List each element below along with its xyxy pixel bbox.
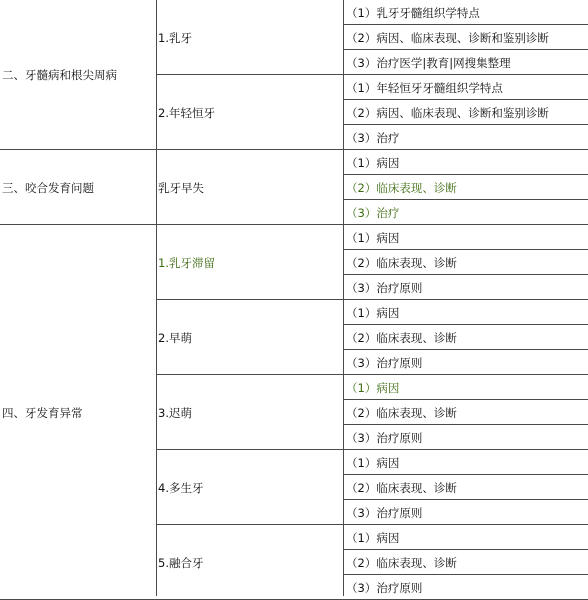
subtopic-cell: （3）治疗原则	[346, 505, 423, 520]
topic-cell: 2.年轻恒牙	[158, 105, 215, 120]
topic-cell: 1.乳牙滞留	[158, 255, 215, 270]
subtopic-cell: （1）病因	[346, 305, 400, 320]
topic-cell: 3.迟萌	[158, 405, 192, 420]
topic-cell: 4.多生牙	[158, 480, 204, 495]
subtopic-cell: （2）临床表现、诊断	[346, 405, 457, 420]
section-cell: 四、牙发育异常	[2, 405, 83, 420]
subtopic-cell: （2）临床表现、诊断	[346, 180, 457, 195]
subtopic-cell: （2）临床表现、诊断	[346, 555, 457, 570]
section-cell: 二、牙髓病和根尖周病	[2, 68, 117, 82]
subtopic-cell: （1）病因	[346, 155, 400, 170]
topic-cell: 1.乳牙	[158, 30, 192, 45]
subtopic-cell: （1）病因	[346, 530, 400, 545]
subtopic-cell: （3）治疗	[346, 130, 400, 145]
topic-cell: 乳牙早失	[158, 180, 204, 195]
subtopic-cell: （2）病因、临床表现、诊断和鉴别诊断	[346, 105, 549, 120]
subtopic-cell: （1）病因	[346, 380, 400, 395]
column-divider	[343, 0, 344, 596]
subtopic-cell: （3）治疗	[346, 205, 400, 220]
subtopic-cell: （1）病因	[346, 230, 400, 245]
subtopic-cell: （2）病因、临床表现、诊断和鉴别诊断	[346, 30, 549, 45]
section-cell: 三、咬合发育问题	[2, 180, 94, 195]
column-divider	[156, 0, 157, 596]
subtopic-cell: （3）治疗原则	[346, 430, 423, 445]
subtopic-cell: （1）乳牙牙髓组织学特点	[346, 5, 480, 20]
subtopic-cell: （3）治疗原则	[346, 580, 423, 595]
topic-cell: 5.融合牙	[158, 555, 204, 570]
subtopic-cell: （2）临床表现、诊断	[346, 330, 457, 345]
subtopic-cell: （1）病因	[346, 455, 400, 470]
subtopic-cell: （3）治疗原则	[346, 280, 423, 295]
subtopic-cell: （2）临床表现、诊断	[346, 480, 457, 495]
subtopic-cell: （1）年轻恒牙牙髓组织学特点	[346, 80, 503, 95]
subtopic-cell: （3）治疗医学|教育|网搜集整理	[346, 55, 511, 70]
subtopic-cell: （2）临床表现、诊断	[346, 255, 457, 270]
topic-cell: 2.早萌	[158, 330, 192, 345]
subtopic-cell: （3）治疗原则	[346, 355, 423, 370]
